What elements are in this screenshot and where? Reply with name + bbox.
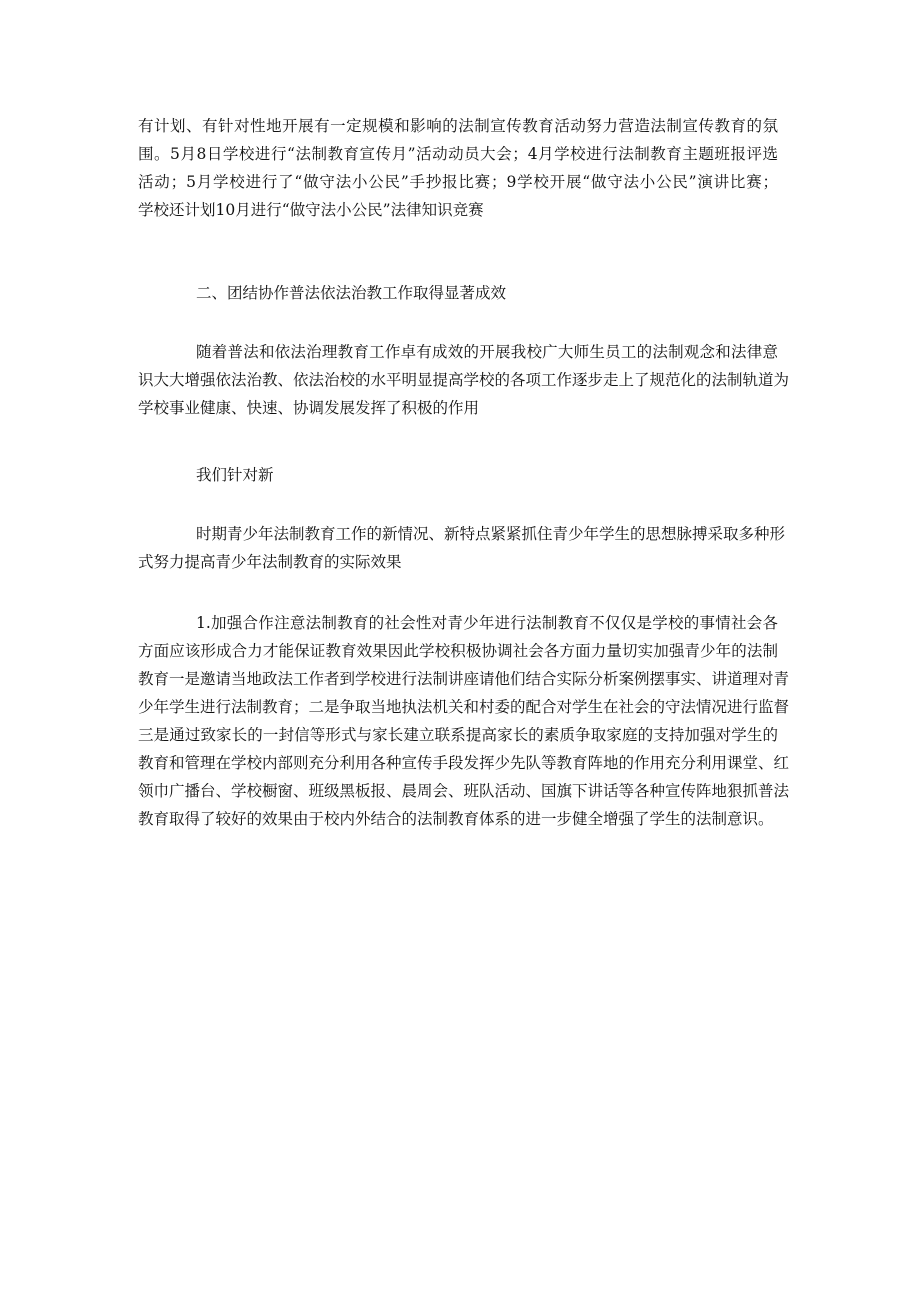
paragraph-line: 时期青少年法制教育工作的新情况、新特点紧紧抓住青少年学生的思想脉搏采取多种形 xyxy=(196,525,786,543)
paragraph-line: 领巾广播台、学校橱窗、班级黑板报、晨周会、班队活动、国旗下讲话等各种宣传阵地狠抓普法 xyxy=(138,782,790,800)
paragraph-achievements xyxy=(138,338,790,422)
paragraph-activities xyxy=(138,112,778,224)
paragraph-new-situation xyxy=(138,520,786,576)
paragraph-line: 教育一是邀请当地政法工作者到学校进行法制讲座请他们结合实际分析案例摆事实、讲道理对青 xyxy=(138,670,790,688)
paragraph-line: 学校还计划10月进行“做守法小公民”法律知识竞赛 xyxy=(138,201,484,219)
paragraph-line: 围。5月8日学校进行“法制教育宣传月”活动动员大会；4月学校进行法制教育主题班报评选 xyxy=(138,145,778,163)
paragraph-line: 有计划、有针对性地开展有一定规模和影响的法制宣传教育活动努力营造法制宣传教育的氛 xyxy=(138,117,778,135)
paragraph-line: 三是通过致家长的一封信等形式与家长建立联系提高家长的素质争取家庭的支持加强对学生的 xyxy=(138,726,778,744)
paragraph-short: 我们针对新 xyxy=(196,466,274,484)
paragraph-line: 方面应该形成合力才能保证教育效果因此学校积极协调社会各方面力量切实加强青少年的法制 xyxy=(138,642,778,660)
paragraph-line: 1.加强合作注意法制教育的社会性对青少年进行法制教育不仅仅是学校的事情社会各 xyxy=(196,614,778,632)
paragraph-cooperation xyxy=(138,609,790,833)
paragraph-line: 活动；5月学校进行了“做守法小公民”手抄报比赛；9学校开展“做守法小公民”演讲比赛； xyxy=(138,173,778,191)
paragraph-line: 式努力提高青少年法制教育的实际效果 xyxy=(138,553,402,571)
section-heading: 二、团结协作普法依法治教工作取得显著成效 xyxy=(196,284,507,302)
paragraph-line: 识大大增强依法治教、依法治校的水平明显提高学校的各项工作逐步走上了规范化的法制轨道为 xyxy=(138,371,790,389)
paragraph-line: 随着普法和依法治理教育工作卓有成效的开展我校广大师生员工的法制观念和法律意 xyxy=(196,343,778,361)
paragraph-line: 学校事业健康、快速、协调发展发挥了积极的作用 xyxy=(138,399,480,417)
paragraph-line: 教育和管理在学校内部则充分利用各种宣传手段发挥少先队等教育阵地的作用充分利用课堂、红 xyxy=(138,754,790,772)
paragraph-line: 教育取得了较好的效果由于校内外结合的法制教育体系的进一步健全增强了学生的法制意识。 xyxy=(138,810,774,828)
paragraph-line: 少年学生进行法制教育；二是争取当地执法机关和村委的配合对学生在社会的守法情况进行监督 xyxy=(138,698,790,716)
